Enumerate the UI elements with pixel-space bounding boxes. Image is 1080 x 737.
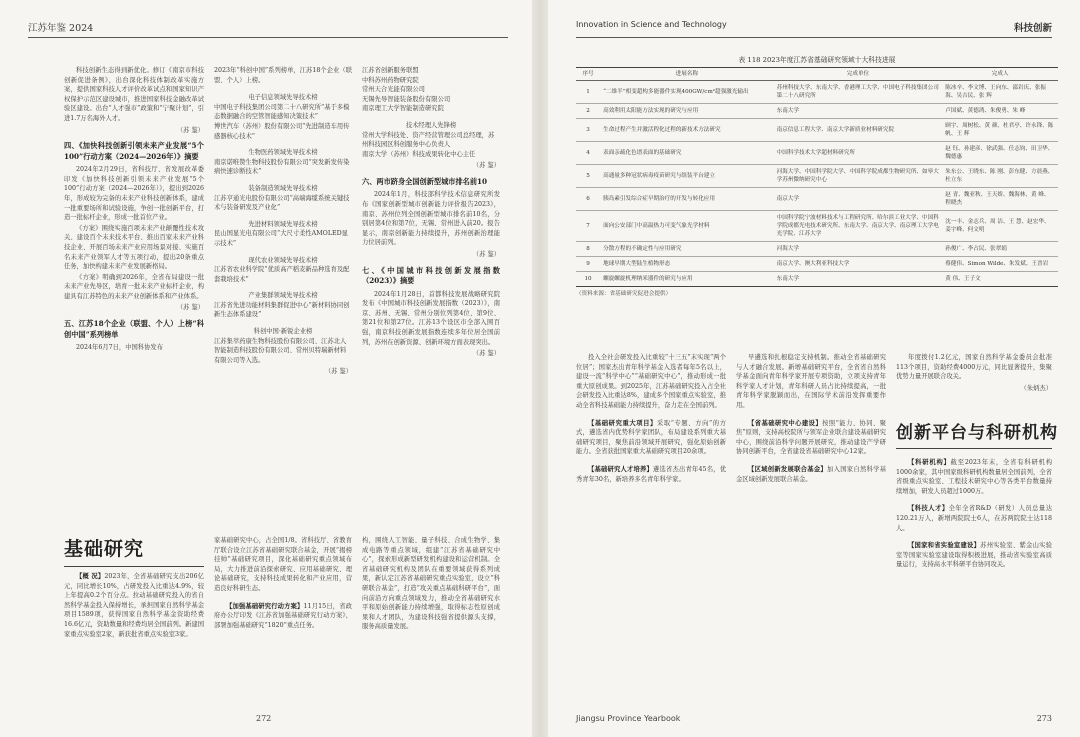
- lead-label: 【基础研究重大项目】: [588, 419, 657, 427]
- paragraph-text: 加入国家自然科学基金区域创新发展联合基金。: [736, 465, 886, 483]
- paragraph-text: 构，围绕人工智能、量子科技、合成生物学、集成电路等重点领域，组建“江苏省基础研究中心”，探索形成新型研发机构建设和运营机制。全省基础研究机构及团队在重要领域获得系列成果，新认定江苏省基础研究重点实验室，设立“科研联合基金”，打造“攻关重点基础科研平台”，面向前沿方向重点领域发力，推动全省基础研究水平和原始创新能力持续增强，取得标志性原创成果和人才团队，为建设科技强省提供源头支撑，服务高质量发展。: [362, 537, 500, 631]
- lead-label: 【概 况】: [76, 573, 105, 580]
- table-cell: 1: [576, 81, 600, 104]
- table-cell: 高通量多种冠状病毒疫苗研究与组装平台建立: [600, 165, 774, 188]
- paragraph: [576, 419, 726, 457]
- lead-label: 【加强基础研究行动方案】: [226, 602, 304, 610]
- list-heading: 装备制造领域先导技术榜: [248, 184, 318, 192]
- section-title: 七、《中国城市科技创新发展指数（2023）》摘要: [362, 265, 500, 286]
- paragraph: 2024年1月28日，首都科技发展战略研究院发布《中国城市科技创新发展指数（2023）》，南京、苏州、无锡、常州分别位列第4位、第9位、第21位和第27位。江苏13个设区市全部入围百强，南京科技创新发展指数连续多年位居全国前列，苏州在创新资源、创新环境方面表现突出。: [362, 290, 500, 346]
- section-heading-basic-research: 基础研究: [64, 538, 145, 560]
- right-head-rule: [576, 37, 1052, 38]
- list-item: 江苏省农业科学院“优质高产稻麦新品种选育及配套栽培技术”: [214, 266, 350, 283]
- paragraph: [576, 465, 726, 484]
- paragraph-text: 按照“能力、协同、聚焦”原则，支持高校院所与领军企业联合建设基础研究中心，围绕前沿科学问题开展研究，推动建设产学研协同创新平台，全省建设省基础研究中心12家。: [736, 419, 886, 456]
- author-credit: （苏 鉴）: [472, 251, 500, 258]
- right-page-number: 273: [1036, 714, 1052, 723]
- left-bottom-column-2: [214, 536, 352, 702]
- list-heading: 产业集群领域先导技术榜: [248, 292, 318, 300]
- paragraph: [362, 536, 500, 632]
- paragraph-text: 苏州实验室、紫金山实验室等国家实验室建设取得积极进展，推动省实验室高质量运行，支持高水平科研平台协同攻关。: [896, 542, 1052, 569]
- paragraph-text: 采取“专题、方向”的方式，遴选省内优势科学家团队，布局建设系列重大基础研究项目，聚焦前沿领域开展研究，强化原始创新能力。全省获批国家重大基础研究项目20余项。: [576, 419, 726, 456]
- table-cell: 河海大学: [774, 242, 943, 257]
- table-cell: 6: [576, 188, 600, 211]
- lead-label: 【区域创新发展联合基金】: [748, 465, 828, 473]
- paragraph: [896, 504, 1052, 533]
- table-cell: 东南大学: [774, 104, 943, 119]
- paragraph-text: 年度拨付1.2亿元，国家自然科学基金委员会批准113个项目，资助经费4000万元，同比显著提升，集聚优势力量开展联合攻关。: [896, 354, 1052, 381]
- left-page: [0, 0, 532, 737]
- table-cell: 南京信息工程大学、南京大学新质业材料研究院: [774, 119, 943, 142]
- table-cell: 面向公安部门中高温热力可变气象光学材料: [600, 211, 774, 242]
- table-cell: 7: [576, 211, 600, 242]
- col-header: 序号: [576, 68, 600, 81]
- list-item: 南京理工大学智能制造研究院: [362, 105, 444, 113]
- list-item: 中科苏州药物研究院: [362, 76, 419, 84]
- book-gutter: [532, 0, 548, 737]
- author-credit: （苏 鉴）: [176, 126, 204, 134]
- section-title: 五、江苏18个企业（联盟、个人）上榜“科创中国”系列榜单: [64, 319, 204, 339]
- section-title: 四、《加快科技创新引领未来产业发展“5个100”行动方案（2024—2026年）》摘要: [64, 141, 204, 161]
- paragraph: 2024年1月，科技部科学技术信息研究所发布《国家创新型城市创新能力评价报告2023》，南京、苏州位列全国创新型城市排名前10名，分别居第4位和第7位，无锡、常州进入前20。报告显示，南京创新能力持续提升，苏州创新治理能力位居前列。: [362, 191, 500, 247]
- paragraph-text: 投入全社会研发投入比重较“十三五”末实现“两个位居”；国家杰出青年科学基金入选者每年5名以上，建设一流“科学中心”“基础研究中心”，推动形成一批重大原创成果。到2025年，江苏基础研究投入占全社会研发投入比重达8%，建成多个国家重点实验室，推动全省科技基础能力持续提升，奋力走在全国前列。: [576, 354, 726, 409]
- table-row: [576, 272, 1058, 287]
- paragraph: 2024年2月29日，省科技厅、省发展改革委印发《加快科技创新引领未来产业发展“5个100”行动方案（2024—2026年）》，提出到2026年，形成较为完备的未来产业科技创新体系，建成一批重要场所和试验设施，争创一批创新平台，打造一批标杆企业，形成一批首位产业。: [64, 166, 204, 222]
- list-heading: 生物医药领域先导技术榜: [248, 149, 318, 157]
- left-page-number: 272: [256, 714, 272, 723]
- right-running-head-english: Innovation in Science and Technology: [576, 20, 727, 29]
- left-bottom-column-1: [64, 572, 204, 702]
- table-row: [576, 165, 1058, 188]
- heading-rule: [64, 566, 204, 567]
- table-cell: 胰岛素引发综合症早期治疗的开发与转化应用: [600, 188, 774, 211]
- table-cell: “二维半”相变超构多能器件实现400GW/cm²超强激光输出: [600, 81, 774, 104]
- right-upper-column-1: [576, 353, 726, 698]
- table-body: [576, 81, 1058, 287]
- list-heading: 技术经理人先锋榜: [405, 121, 457, 129]
- list-item: 江苏省先进功能材料集群促进中心“新材料协同创新生态体系建设”: [214, 301, 350, 319]
- paragraph-text: 2023年，全省基础研究支出206亿元，同比增长10%，占研发投入比重达4.9%，较上年提高0.2个百分点。拉动基础研究投入的省自然科学基金投入保持增长，承担国家自然科学基金项目1589项，获得国家自然科学基金资助经费16.6亿元，资助数量和经费均居全国前列。新建国家重点实验室2家，新获批省重点实验室3家。: [64, 573, 204, 638]
- list-item: 南京诺唯赞生物科技股份有限公司“突发新发传染病快速诊断技术”: [214, 158, 350, 176]
- table-cell: 卢国斌、黄德鸿、朱俊勇、朱 峰: [942, 104, 1058, 119]
- paragraph-text: 家基础研究中心，占全国1/8。省科技厅、省教育厅联合设立江苏省基础研究联合基金，开展“揭榜挂帅”基础研究项目，深化基础研究重点领域布局，大力推进前沿探索研究、应用基础研究、理论基础研究，支持科技成果转化和产业应用，营造良好科研生态。: [214, 537, 352, 592]
- paragraph: [736, 419, 886, 457]
- table-row: [576, 257, 1058, 272]
- paragraph: [736, 465, 886, 484]
- table-header-row: [576, 68, 1058, 81]
- left-running-head: 江苏年鉴 2024: [28, 23, 94, 34]
- paragraph-text: 全年全省R&D（研发）人员总量达120.21万人，新增两院院士6人，在苏两院院士达118人。: [896, 505, 1052, 532]
- paragraph: 2023年“科创中国”系列榜单，江苏18个企业（联盟、个人）上榜。: [214, 67, 352, 84]
- table-row: [576, 188, 1058, 211]
- table-cell: 表面亲疏化色谱表面的基础研究: [600, 142, 774, 165]
- table-cell: 9: [576, 257, 600, 272]
- results-table: [576, 67, 1058, 287]
- list-item: 昆山国显光电有限公司“大尺寸柔性AMOLED显示技术”: [214, 230, 348, 247]
- table-cell: 5: [576, 165, 600, 188]
- table-cell: 朱东公、王晓东、陈 刚、彭东健、方晨燕、杜立东: [942, 165, 1058, 188]
- table-cell: 南京大学: [774, 188, 943, 211]
- paragraph: [736, 353, 886, 411]
- lead-label: 【国家和省实验室建设】: [908, 542, 981, 550]
- table-cell: 高效利用太阳能方法实现的研究与应用: [600, 104, 774, 119]
- list-heading: 先进材料领域先导技术榜: [248, 220, 318, 228]
- table-cell: 3: [576, 119, 600, 142]
- table-cell: 2: [576, 104, 600, 119]
- paragraph: [896, 541, 1052, 570]
- left-head-rule: [28, 37, 508, 38]
- table-cell: 8: [576, 242, 600, 257]
- right-lower-column-3: [896, 458, 1052, 698]
- paragraph: [896, 458, 1052, 496]
- list-heading: 电子信息领域先导技术榜: [248, 94, 318, 102]
- table-row: [576, 104, 1058, 119]
- right-footer-english: Jiangsu Province Yearbook: [576, 714, 681, 723]
- left-column-2: [214, 66, 352, 536]
- paragraph: 《方案》围绕实施百项未来产业颠覆性技术攻关、建设百个未来技术平台、推出百家未来产业科技企业、开展百场未来产业应用场景对接、实施百名未来产业领军人才等五项行动，提出20条重点任务，加快构建未来产业发展新格局。: [64, 224, 204, 271]
- table-cell: 陈冰辛、李文博、王向东、邵岩庆、张振海、吴吉民、张 辉: [942, 81, 1058, 104]
- paragraph: [576, 353, 726, 411]
- table-cell: 4: [576, 142, 600, 165]
- right-upper-column-2: [736, 353, 886, 698]
- list-item: 无锡先导智能装备股份有限公司: [362, 95, 451, 103]
- lead-label: 【省基础研究中心建设】: [748, 419, 823, 427]
- table-cell: 赵 钰、孙建彦、徐武强、任志钧、田卫华、魏德惠: [942, 142, 1058, 165]
- right-upper-column-3: [896, 353, 1052, 413]
- table-cell: 10: [576, 272, 600, 287]
- table-note: （资料来源：省基础研究促进会提供）: [576, 291, 672, 297]
- list-heading: 科创中国·新锐企业榜: [253, 328, 313, 336]
- table-cell: 中国科学院宁波材料技术与工程研究所、哈尔滨工业大学、中国科学院成都光电技术研究所、东南大学、南京大学、南京理工大学电光学院、江苏大学: [774, 211, 943, 242]
- lead-label: 【科技人才】: [908, 505, 949, 513]
- author-credit: （苏 鉴）: [472, 350, 500, 358]
- list-heading: 现代农业领域先导技术榜: [248, 256, 318, 264]
- section-title: 六、两市跻身全国创新型城市排名前10: [362, 176, 488, 186]
- table-cell: 沈一丰、金志兵、周 洁、王 慧、赵宏华、姜宇峰、何文明: [942, 211, 1058, 242]
- left-column-3: [362, 66, 500, 536]
- heading-rule: [896, 448, 1052, 449]
- lead-label: 【基础研究人才培养】: [588, 465, 653, 473]
- results-table-block: [576, 54, 1058, 297]
- author-credit: （朱炳杰）: [1020, 384, 1052, 392]
- list-item: 江苏集萃药康生物科技股份有限公司、江苏北人智能制造科技股份有限公司、常州贝特瑞新材料有限公司等入选。: [214, 337, 347, 364]
- table-cell: 地球早期大型陆生植物形态: [600, 257, 774, 272]
- table-cell: 中国科学技术大学超材料研究所: [774, 142, 943, 165]
- paragraph: 科技创新生态得到新优化。修订《南京市科技创新促进条例》，出台深化科技体制改革实施方案，提供国家科技人才评价改革试点和国家知识产权保护示范区建设城市，推进国家科技金融改革试验区建设。出台“人才强市”政策和“宁聚计划”，引进1.7万名海外人才。: [64, 67, 204, 122]
- author-credit: （苏 鉴）: [324, 368, 352, 376]
- paragraph-text: 早遴选和扎根稳定支持机制。推动全省基础研究与人才融合发展。新增基础研究平台，全省省自然科学基金面向青年科学家开展专项资助，立项支持青年科学家人才计划，青年科研人员占比持续提高，一批青年科学家脱颖而出，在国际学术前沿发挥重要作用。: [736, 354, 886, 409]
- table-cell: 东南大学: [774, 272, 943, 287]
- list-item: 南京大学（苏州）科技成果转化中心主任: [362, 150, 476, 158]
- table-cell: 生命过程产生并激活程化过程的新技术方法研究: [600, 119, 774, 142]
- author-credit: （苏 鉴）: [472, 162, 500, 170]
- table-cell: 顾宇、周树松、黄 颜、杜君亭、许永锋、陈 帆、王 辉: [942, 119, 1058, 142]
- list-item: 博世汽车（苏州）股份有限公司“先进制造车用传感器核心技术”: [214, 122, 350, 140]
- paragraph: [214, 536, 352, 594]
- table-cell: 苏州科技大学、东南大学、香港理工大学、中国电子科技集团公司第二十八研究所: [774, 81, 943, 104]
- table-row: [576, 242, 1058, 257]
- paragraph: 2024年6月7日，中国科协发布: [76, 344, 164, 352]
- col-header: 完成人: [942, 68, 1058, 81]
- paragraph-text: 截至2023年末，全省有科研机构1000余家，其中国家级科研机构数量居全国前列，全省省级重点实验室、工程技术研究中心等各类平台数量持续增加，研发人员超过1000万。: [896, 459, 1052, 495]
- table-cell: 河海大学、中国科学院大学、中国科学院成都生物研究所、如皋大学苏州微纳研究中心: [774, 165, 943, 188]
- table-cell: 南京大学、澳大利亚科技大学: [774, 257, 943, 272]
- right-page: [548, 0, 1080, 737]
- section-heading-platforms: 创新平台与科研机构: [896, 423, 1058, 443]
- table-cell: 赵 青、魏亚秋、王天娇、魏海林、黄 峰、程晓杰: [942, 188, 1058, 211]
- list-item: 中国电子科技集团公司第二十八研究所“基于多模态数据融合的空管智能感知决策技术”: [214, 103, 350, 121]
- col-header: 进展名称: [600, 68, 774, 81]
- col-header: 完成单位: [774, 68, 943, 81]
- author-credit: （苏 鉴）: [176, 304, 204, 312]
- paragraph-text: 遴选省杰出青年45名，优秀青年30名，新培养多名青年科学家。: [576, 465, 726, 483]
- paragraph: 《方案》明确到2026年，全省布局建设一批未来产业先导区，培育一批未来产业标杆企业，构建具有江苏特色的未来产业创新体系和产业体系。: [64, 273, 204, 300]
- list-item: 江苏亨通光电股份有限公司“高端海缆系统关键技术与装备研发及产业化”: [214, 194, 350, 212]
- table-caption: 表 118 2023年度江苏省基础研究领域十大科技进展: [738, 56, 896, 64]
- table-cell: 蔡健伟、Simon Wilde、朱发斌、王晋岩: [942, 257, 1058, 272]
- list-item: 常州天合光能有限公司: [362, 86, 425, 94]
- lead-label: 【科研机构】: [908, 459, 951, 466]
- paragraph: [64, 572, 204, 639]
- table-row: [576, 142, 1058, 165]
- left-column-1: [64, 66, 204, 496]
- left-bottom-column-3: [362, 536, 500, 702]
- table-cell: 分散方程的不确定性与应用研究: [600, 242, 774, 257]
- list-item: 江苏省创新服务联盟: [362, 67, 419, 74]
- paragraph-text: 11月15日，省政府办公厅印发《江苏省加强基础研究行动方案》，部署加强基础研究“1820”重点任务。: [214, 602, 352, 629]
- table-cell: 黄 伟、王子文: [942, 272, 1058, 287]
- right-running-head-chinese: 科技创新: [1013, 23, 1052, 34]
- table-cell: 螺旋螺旋机理纳米器件的研究与应用: [600, 272, 774, 287]
- list-item: 常州大学科技处、资产经营管理公司总经理，苏州科技园区科创服务中心负责人: [362, 131, 495, 149]
- paragraph: [896, 353, 1052, 382]
- table-row: [576, 119, 1058, 142]
- table-cell: 孙俊广、李占民、张翠娟: [942, 242, 1058, 257]
- table-row: [576, 211, 1058, 242]
- paragraph: [214, 602, 352, 631]
- table-row: [576, 81, 1058, 104]
